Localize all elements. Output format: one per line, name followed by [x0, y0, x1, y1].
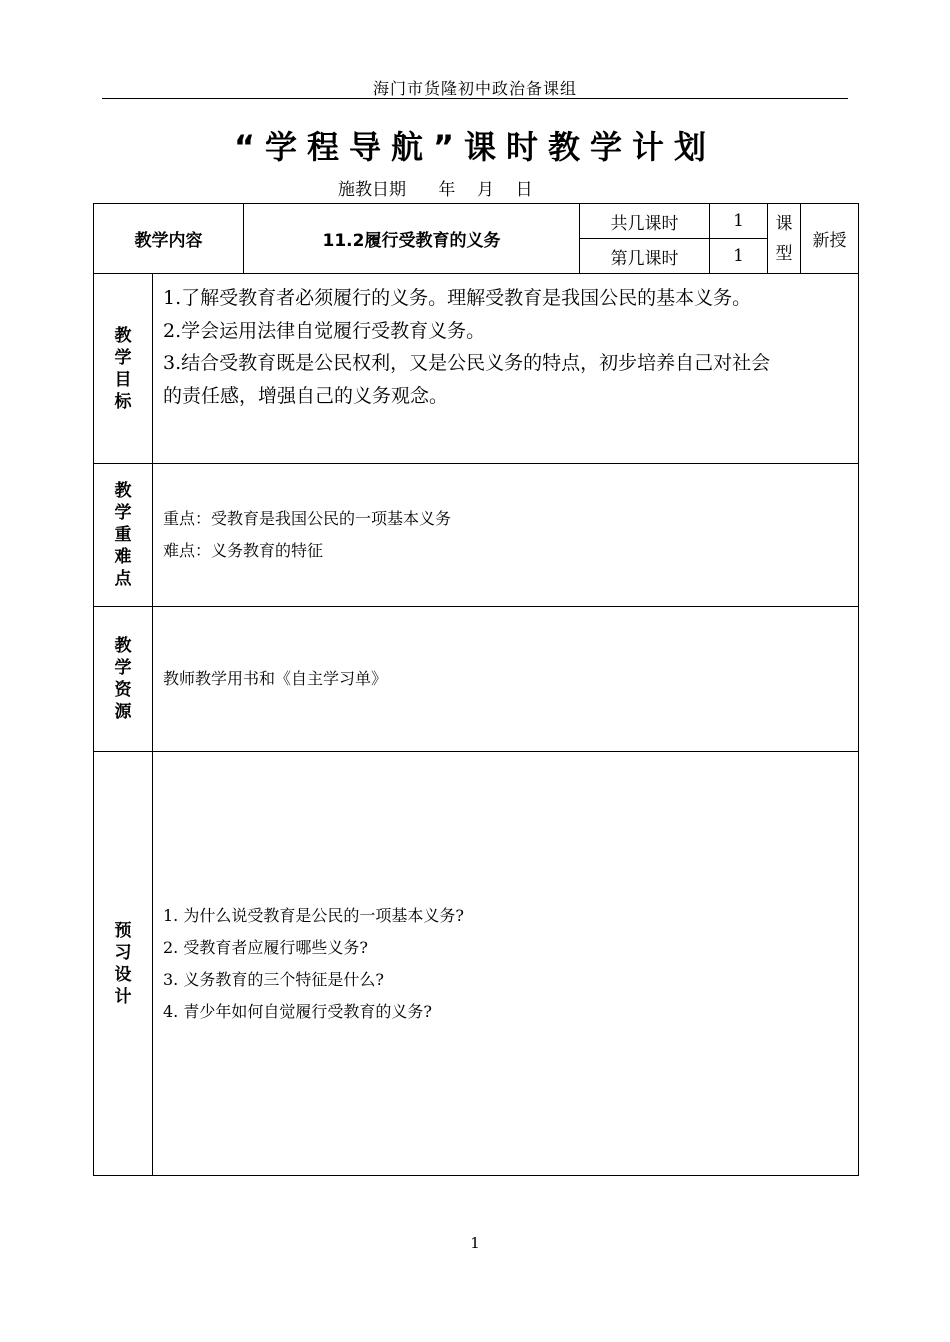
key-point-line: 重点：受教育是我国公民的一项基本义务 [163, 509, 452, 528]
lesson-type-value: 新授 [801, 204, 859, 274]
page-header: 海门市货隆初中政治备课组 [102, 76, 848, 99]
goals-label-char: 教 [114, 325, 132, 346]
goal-line: 1.了解受教育者必须履行的义务。理解受教育是我国公民的基本义务。 [163, 287, 752, 309]
key-points-label [94, 464, 153, 607]
goals-label-char: 学 [114, 347, 132, 368]
key-point-line: 难点：义务教育的特征 [163, 541, 324, 560]
lesson-type-label-1: 课 [775, 213, 793, 234]
resource-line: 教师教学用书和《自主学习单》 [163, 669, 388, 688]
key-points-label-char: 点 [114, 569, 132, 589]
resources-label-char: 学 [114, 658, 132, 678]
preview-question: 1. 为什么说受教育是公民的一项基本义务? [163, 905, 464, 925]
resources-label-char: 资 [114, 680, 132, 700]
goal-line: 3.结合受教育既是公民权利，又是公民义务的特点，初步培养自己对社会 [163, 352, 771, 374]
resources-label-char: 源 [114, 702, 132, 722]
page-number: 1 [470, 1234, 480, 1252]
nth-lesson-label: 第几课时 [580, 239, 710, 274]
key-points-label-char: 重 [114, 525, 132, 545]
total-lessons-value: 1 [710, 204, 768, 239]
resources-label [94, 607, 153, 752]
resources-content [153, 607, 859, 752]
preview-label-char: 计 [114, 986, 132, 1007]
preview-label-char: 设 [114, 964, 132, 985]
resources-label-char: 教 [114, 636, 132, 656]
preview-question: 2. 受教育者应履行哪些义务? [163, 937, 368, 957]
preview-label-char: 习 [114, 942, 132, 963]
key-points-content [153, 464, 859, 607]
total-lessons-label: 共几课时 [580, 204, 710, 239]
goals-label-char: 目 [114, 369, 132, 390]
lesson-type-label [768, 204, 801, 274]
preview-label-char: 预 [114, 920, 132, 941]
content-label: 教学内容 [94, 204, 244, 274]
date-line: 施教日期 年 月 日 [338, 180, 533, 200]
key-points-label-char: 教 [114, 481, 132, 501]
goals-label-char: 标 [114, 391, 132, 412]
lesson-title: 11.2履行受教育的义务 [244, 204, 580, 274]
lesson-type-label-2: 型 [775, 243, 793, 264]
lesson-plan-table [93, 203, 859, 1176]
key-points-label-char: 难 [114, 547, 132, 567]
nth-lesson-value: 1 [710, 239, 768, 274]
goals-content [153, 274, 859, 464]
key-points-label-char: 学 [114, 503, 132, 523]
preview-question: 3. 义务教育的三个特征是什么? [163, 969, 384, 989]
document-title: “学程导航”课时教学计划 [233, 128, 717, 166]
preview-question: 4. 青少年如何自觉履行受教育的义务? [163, 1001, 432, 1021]
goal-line: 的责任感，增强自己的义务观念。 [163, 384, 449, 407]
preview-content [153, 752, 859, 1176]
goals-label [94, 274, 153, 464]
preview-label [94, 752, 153, 1176]
goal-line: 2.学会运用法律自觉履行受教育义务。 [163, 319, 486, 342]
